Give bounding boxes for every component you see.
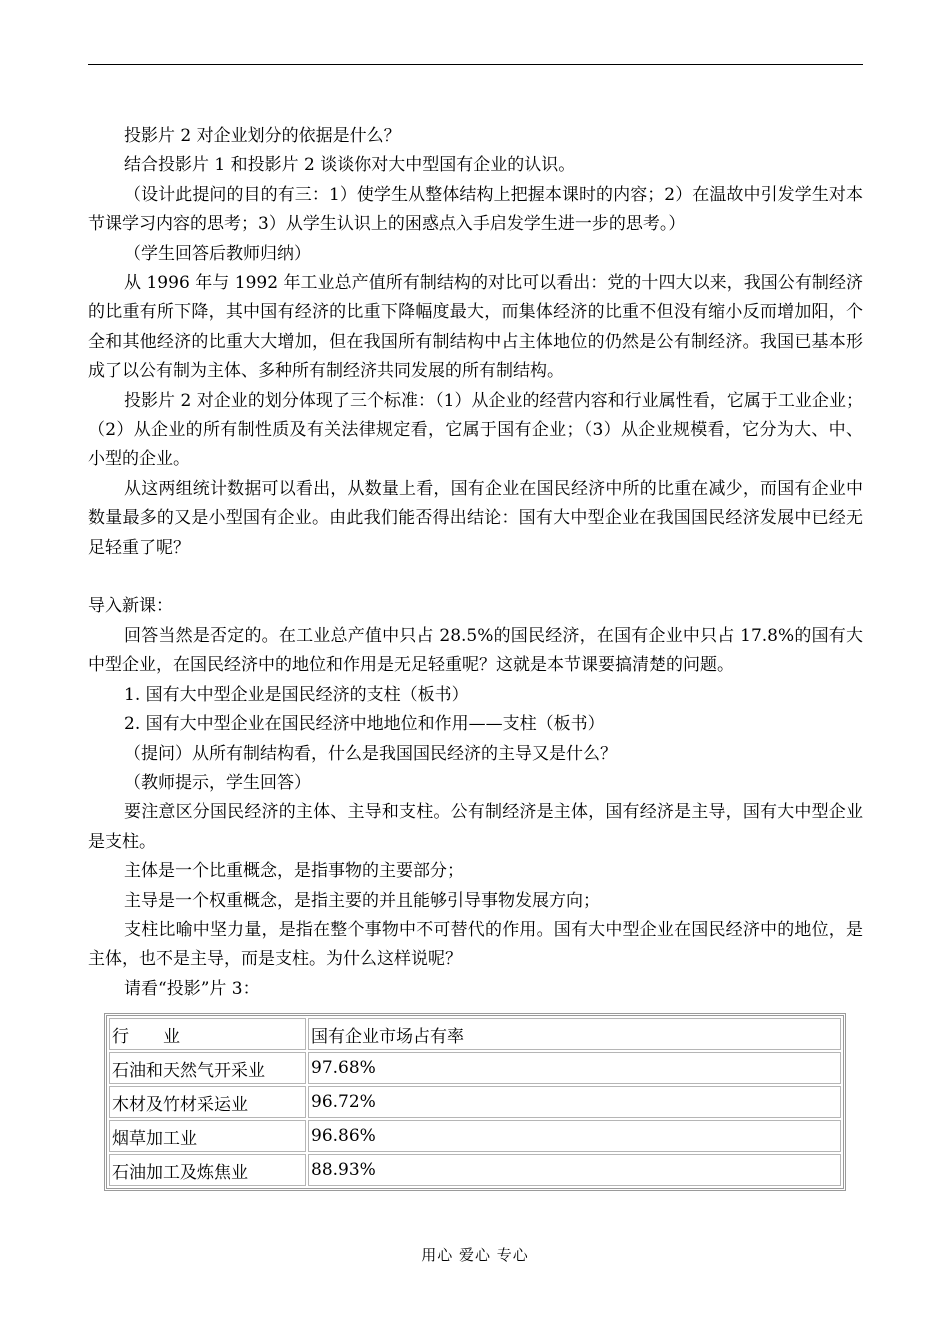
industry-cell: 石油加工及炼焦业 bbox=[109, 1154, 306, 1186]
table-row bbox=[109, 1052, 841, 1084]
table-row bbox=[109, 1154, 841, 1186]
paragraph: 要注意区分国民经济的主体、主导和支柱。公有制经济是主体，国有经济是主导，国有大中型企业是支柱。 bbox=[88, 802, 863, 852]
industry-cell: 木材及竹材采运业 bbox=[109, 1086, 306, 1118]
market-share-table bbox=[104, 1013, 846, 1191]
industry-cell: 烟草加工业 bbox=[109, 1120, 306, 1152]
table-header-cell: 行 业 bbox=[109, 1018, 306, 1050]
paragraph: （设计此提问的目的有三：1）使学生从整体结构上把握本课时的内容；2）在温故中引发学生对本节课学习内容的思考；3）从学生认识上的困惑点入手启发学生进一步的思考。） bbox=[88, 184, 863, 235]
paragraph: （教师提示，学生回答） bbox=[124, 772, 311, 793]
share-cell: 88.93% bbox=[308, 1154, 841, 1186]
share-cell: 96.86% bbox=[308, 1120, 841, 1152]
page-footer: 用心 爱心 专心 bbox=[421, 1246, 529, 1264]
board-item: 2. 国有大中型企业在国民经济中地地位和作用——支柱（板书） bbox=[124, 714, 605, 735]
paragraph: 请看“投影”片 3： bbox=[124, 978, 260, 999]
paragraph: （学生回答后教师归纳） bbox=[124, 243, 311, 264]
share-cell: 96.72% bbox=[308, 1086, 841, 1118]
section-heading: 导入新课： bbox=[88, 596, 173, 617]
paragraph: 主导是一个权重概念，是指主要的并且能够引导事物发展方向； bbox=[124, 890, 600, 911]
board-item: 1. 国有大中型企业是国民经济的支柱（板书） bbox=[124, 684, 469, 705]
paragraph: 回答当然是否定的。在工业总产值中只占 28.5%的国民经济，在国有企业中只占 17.8%的国有大中型企业，在国民经济中的地位和作用是无足轻重呢？这就是本节课要搞清楚的问题。 bbox=[88, 625, 863, 676]
table-row bbox=[109, 1086, 841, 1118]
paragraph: 从这两组统计数据可以看出，从数量上看，国有企业在国民经济中所的比重在减少，而国有企业中数量最多的又是小型国有企业。由此我们能否得出结论：国有大中型企业在我国国民经济发展中已经无足轻重了呢？ bbox=[88, 478, 863, 558]
paragraph: 主体是一个比重概念，是指事物的主要部分； bbox=[124, 861, 464, 882]
paragraph: 支柱比喻中坚力量，是指在整个事物中不可替代的作用。国有大中型企业在国民经济中的地位，是主体，也不是主导，而是支柱。为什么这样说呢？ bbox=[88, 919, 863, 970]
share-cell: 97.68% bbox=[308, 1052, 841, 1084]
blank-line bbox=[88, 563, 863, 592]
table-header-cell: 国有企业市场占有率 bbox=[308, 1018, 841, 1050]
header-rule bbox=[88, 64, 863, 65]
paragraph: 投影片 2 对企业的划分体现了三个标准：（1）从企业的经营内容和行业属性看，它属于工业企业；（2）从企业的所有制性质及有关法律规定看，它属于国有企业；（3）从企业规模看，它分为大、中、小型的企业。 bbox=[88, 390, 863, 470]
document-body bbox=[88, 122, 863, 1004]
table-row bbox=[109, 1120, 841, 1152]
paragraph: 从 1996 年与 1992 年工业总产值所有制结构的对比可以看出：党的十四大以来，我国公有制经济的比重有所下降，其中国有经济的比重下降幅度最大，而集体经济的比重不但没有缩小反而增加阳，个全和其他经济的比重大大增加，但在我国所有制结构中占主体地位的仍然是公有制经济。我国已基本形成了以公有制为主体、多种所有制经济共同发展的所有制结构。 bbox=[88, 273, 863, 382]
paragraph: 投影片 2 对企业划分的依据是什么？ bbox=[124, 126, 401, 146]
paragraph: （提问）从所有制结构看，什么是我国国民经济的主导又是什么？ bbox=[124, 743, 617, 764]
industry-cell: 石油和天然气开采业 bbox=[109, 1052, 306, 1084]
table-header-row bbox=[109, 1018, 841, 1050]
paragraph: 结合投影片 1 和投影片 2 谈谈你对大中型国有企业的认识。 bbox=[124, 155, 576, 176]
